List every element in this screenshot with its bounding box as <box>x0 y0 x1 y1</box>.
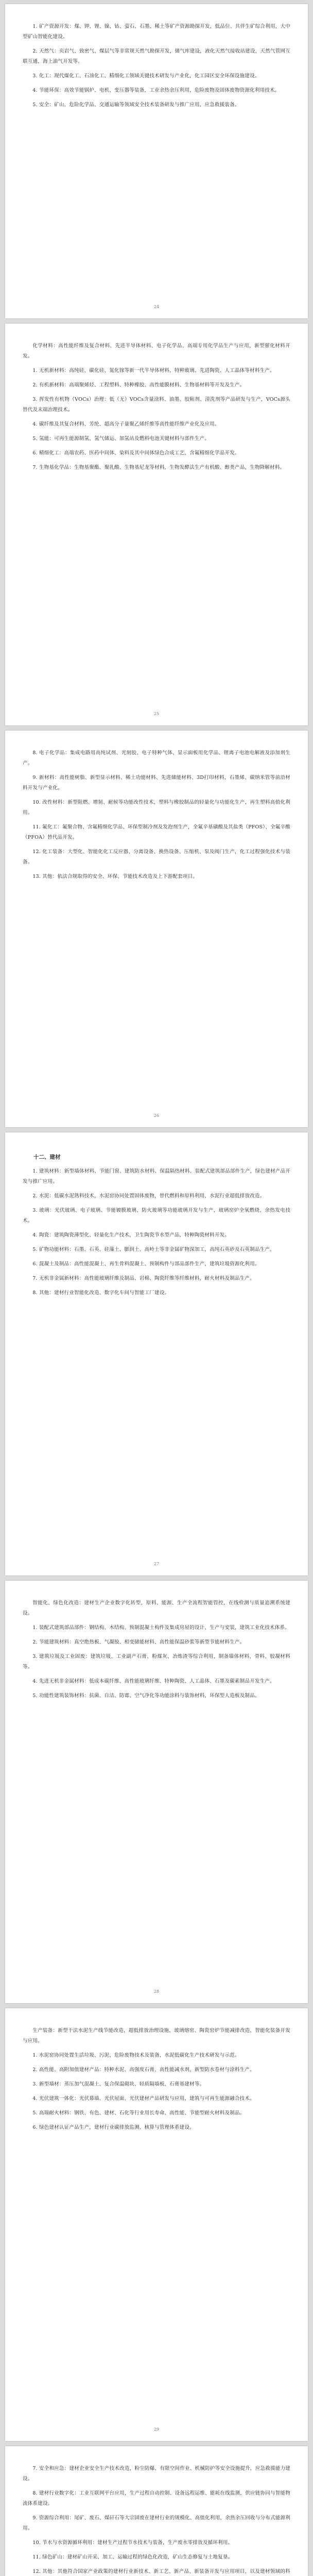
paragraph: 化学材料：高性能纤维及复合材料、先进半导体材料、电子化学品、高端专用化学品生产与应用，新型催化材料开发。 <box>23 343 290 359</box>
paragraph: 1. 装配式建筑部品部件：钢结构、木结构、预制混凝土构件及集成房屋的设计、生产与安装，建筑工业化技术体系。 <box>32 1625 290 1631</box>
paragraph: 12. 其他：其他符合国家产业政策的建材行业新技术、新工艺、新产品、新装备开发与应用项目，以及建材领域的科 <box>32 2569 290 2574</box>
paragraph: 3. 挥发性有机物（VOCs）治理：低（无）VOCs含量涂料、油墨、胶粘剂、清洗剂等产品研发与生产，VOCs源头替代及末端治理技术。 <box>23 397 290 413</box>
paragraph: 6. 精细化工：高端农药、医药中间体、染料及其中间体绿色合成工艺，含氟精细化学品开发。 <box>32 450 240 456</box>
paragraph: 2. 水泥：低碳水泥熟料技术，水泥窑协同处置固体废物，替代燃料和原料利用，水泥行业超低排放改造。 <box>32 1193 265 1199</box>
paragraph: 2. 高性能、高附加值建材产品：特种水泥、高强度石膏、高性能减水剂，新型防水卷材与涂料生产。 <box>32 2067 255 2073</box>
paragraph: 3. 玻璃：光伏玻璃、电子玻璃、节能镀膜玻璃、防火玻璃等功能玻璃开发与生产，玻璃窑炉全氧燃烧、余热发电技术。 <box>23 1208 290 1224</box>
page-number: 27 <box>153 1562 160 1566</box>
document-page-3 <box>5 731 308 1127</box>
paragraph: 5. 高端耐火材料：钢铁、有色、建材、石化等行业用长寿命、高性能、节能型耐火材料及制品。 <box>32 2110 245 2116</box>
paragraph: 1. 无机新材料：高纯硅、碳化硅、氮化镓等新一代半导体材料，特种玻璃、先进陶瓷、人工晶体等材料生产。 <box>32 368 275 374</box>
paragraph: 生产装备：新型干法水泥生产线节能改造，超低排放治理设施，玻璃熔窑、陶瓷窑炉节能减排改造，智能化装备开发与应用。 <box>23 2028 290 2044</box>
paragraph: 4. 陶瓷：建筑陶瓷薄型化、轻量化生产技术，卫生陶瓷节水型产品，特种陶瓷材料开发。 <box>32 1232 230 1238</box>
document-page-4 <box>5 1132 308 1575</box>
paragraph: 5. 安全：矿山、危险化学品、交通运输等领域安全技术装备研发与推广应用，应急救援装备。 <box>32 102 240 108</box>
paragraph: 2. 节能建筑材料：真空绝热板、气凝胶、相变储能材料、高性能保温砂浆等新型节能材料生产。 <box>32 1639 245 1645</box>
page-number: 26 <box>153 1113 160 1118</box>
page-number: 24 <box>153 304 160 309</box>
paragraph: 13. 其他：依法合规取得的安全、环保、节能技术改造及上下游配套项目。 <box>32 874 198 879</box>
page-number: 25 <box>153 711 160 716</box>
paragraph: 1. 建筑材料：新型墙体材料、节能门窗、建筑防水材料、保温隔热材料、装配式建筑部品部件生产，绿色建材产品开发与推广应用。 <box>23 1168 290 1184</box>
page-content <box>23 748 290 886</box>
paragraph: 6. 绿色建材认证产品生产，建材行业碳排放监测、核算与管理体系建设。 <box>32 2125 195 2130</box>
paragraph: 5. 矿物功能材料：石墨、石英、硅藻土、膨润土、高岭土等非金属矿物深加工，高纯石英砂及石英制品生产。 <box>32 1247 275 1252</box>
paragraph: 10. 改性材料：新型阻燃、增韧、耐候等功能改性技术，塑料与橡胶制品的轻量化与功能化生产，再生塑料高值化利用。 <box>23 800 290 816</box>
paragraph: 11. 绿色矿山：建材矿山开采、加工、运输过程的绿色化改造，矿山生态修复与土地复垦。 <box>32 2554 233 2560</box>
paragraph: 智能化、绿色化改造：建材生产企业数字化转型，原料、能源、生产全流程智能管控，在线检测与质量追溯系统建设。 <box>23 1600 290 1616</box>
paragraph: 4. 光伏建筑一体化：光伏幕墙、光伏屋面、光伏建材产品研发与应用，建筑与可再生能源融合技术。 <box>32 2096 255 2102</box>
paragraph: 7. 安全和应急：建材企业安全生产技术改造，粉尘防爆、有限空间作业、机械防护等安全设施提升，应急救援能力建设。 <box>23 2466 290 2482</box>
page-number: 29 <box>153 2427 160 2432</box>
page-number: 28 <box>153 1989 160 1994</box>
page-content <box>23 2026 290 2137</box>
paragraph: 9. 新材料：高性能树脂、新型显示材料、稀土功能材料、先进储能材料、3D打印材料，石墨烯、碳纳米管等前沿材料开发与产业化。 <box>23 775 290 791</box>
paragraph: 8. 电子化学品：集成电路用高纯试剂、光刻胶、电子特种气体、显示面板用化学品、锂离子电池电解液及添加剂生产。 <box>23 750 290 766</box>
paragraph: 4. 先进无机非金属材料：低成本碳纤维、高性能玻璃纤维、特种陶瓷、人工晶体、石墨及碳素制品开发生产。 <box>32 1679 275 1684</box>
paragraph: 1. 矿产资源开发：煤、钾、锂、镍、钴、萤石、石墨、稀土等矿产资源勘探开发，低品位、共伴生矿综合利用，大中型矿山智能化建设。 <box>23 24 290 40</box>
paragraph: 7. 生物基化学品：生物基聚酯、聚乳酸、生物基尼龙等材料，生物发酵法生产有机酸、醇类产品，生物降解材料。 <box>32 465 285 470</box>
document-page-5 <box>5 1581 308 2003</box>
document-page-2 <box>5 324 308 725</box>
page-content <box>23 1598 290 1705</box>
paragraph: 10. 节水与水资源循环利用：建材生产过程节水技术与装备，生产废水零排放及循环利用。 <box>32 2540 233 2546</box>
paragraph: 7. 无机非金属新材料：高性能玻璃纤维及制品、岩棉、陶瓷纤维等纤维材料，耐火材料及制品生产。 <box>32 1276 255 1281</box>
document-page-7 <box>5 2446 308 2576</box>
paragraph: 2. 有机新材料：高端聚烯烃、工程塑料、特种橡胶、高性能膜材料、生物基材料等开发及生产。 <box>32 382 245 388</box>
page-content <box>23 341 290 477</box>
paragraph: 1. 水泥窑协同处置生活垃圾、污泥、危险废物技术及装备，水泥低碳化生产技术研发与示范。 <box>32 2053 240 2058</box>
paragraph: 5. 功能性建筑装饰材料：抗菌、自洁、防霉、空气净化等功能涂料与装饰材料，环保型人造板及制品。 <box>32 1693 260 1699</box>
paragraph: 8. 其他：建材行业智能化改造、数字化车间与智能工厂建设。 <box>32 1290 170 1296</box>
document-page-1 <box>5 4 308 318</box>
paragraph: 11. 氟化工：氟聚合物、含氟精细化学品、环保型制冷剂及发泡剂生产，全氟辛基磺酸及其盐类（PFOS）、全氟辛酸（PFOA）替代品开发。 <box>23 824 290 840</box>
paragraph: 4. 碳纤维及其复合材料、芳纶、超高分子量聚乙烯纤维等高性能纤维产业化及应用。 <box>32 421 220 427</box>
paragraph: 3. 新型墙材：蒸压加气混凝土、复合保温砌块、轻质隔墙板、石膏基建材等。 <box>32 2081 205 2087</box>
paragraph: 12. 化工装备：大型化、智能化化工反应器、分离设备、换热设备、压缩机、泵及阀门生产，化工过程强化技术与装备。 <box>23 849 290 865</box>
paragraph: 2. 天然气：页岩气、致密气、煤层气等非常规天然气勘探开发，储气库建设，液化天然气接收站建设，天然气管网互联互通，海上油气开发等。 <box>23 48 290 64</box>
paragraph: 3. 建筑垃圾及工业固废：建筑垃圾、工业副产石膏、粉煤灰、冶炼渣等综合利用，制备墙体材料、骨料、胶凝材料等。 <box>23 1654 290 1670</box>
document-page-6 <box>5 2008 308 2441</box>
paragraph: 9. 资源综合利用：尾矿、废石、煤矸石等大宗固废在建材行业的规模化、高值化利用，余热余压回收与分布式能源利用。 <box>23 2515 290 2531</box>
paragraph: 5. 氢能：可再生能源制氢、氢气储运、加氢站及燃料电池关键材料与部件生产。 <box>32 436 210 442</box>
paragraph: 8. 建材行业数字化：工业互联网平台应用，生产过程自动控制、设备远程运维、能耗在线监测，供应链协同与智能物流体系建设。 <box>23 2490 290 2506</box>
paragraph: 4. 节能环保：高效节能锅炉、电机、变压器等装备，工业余热余压利用，危险废物及固体废物资源化利用技术。 <box>32 88 280 93</box>
paragraph: 6. 混凝土及制品：高性能混凝土、再生骨料混凝土、预制构件与部品部件生产，建筑垃圾资源化利用。 <box>32 1261 260 1267</box>
page-content <box>23 2464 290 2576</box>
page-content <box>23 1150 290 1302</box>
paragraph: 3. 化工：现代煤化工、石油化工、精细化工领域关键技术研发与产业化，化工园区安全环保设施建设。 <box>32 73 260 79</box>
section-heading: 十二、建材 <box>33 1154 61 1160</box>
page-content <box>23 22 290 114</box>
